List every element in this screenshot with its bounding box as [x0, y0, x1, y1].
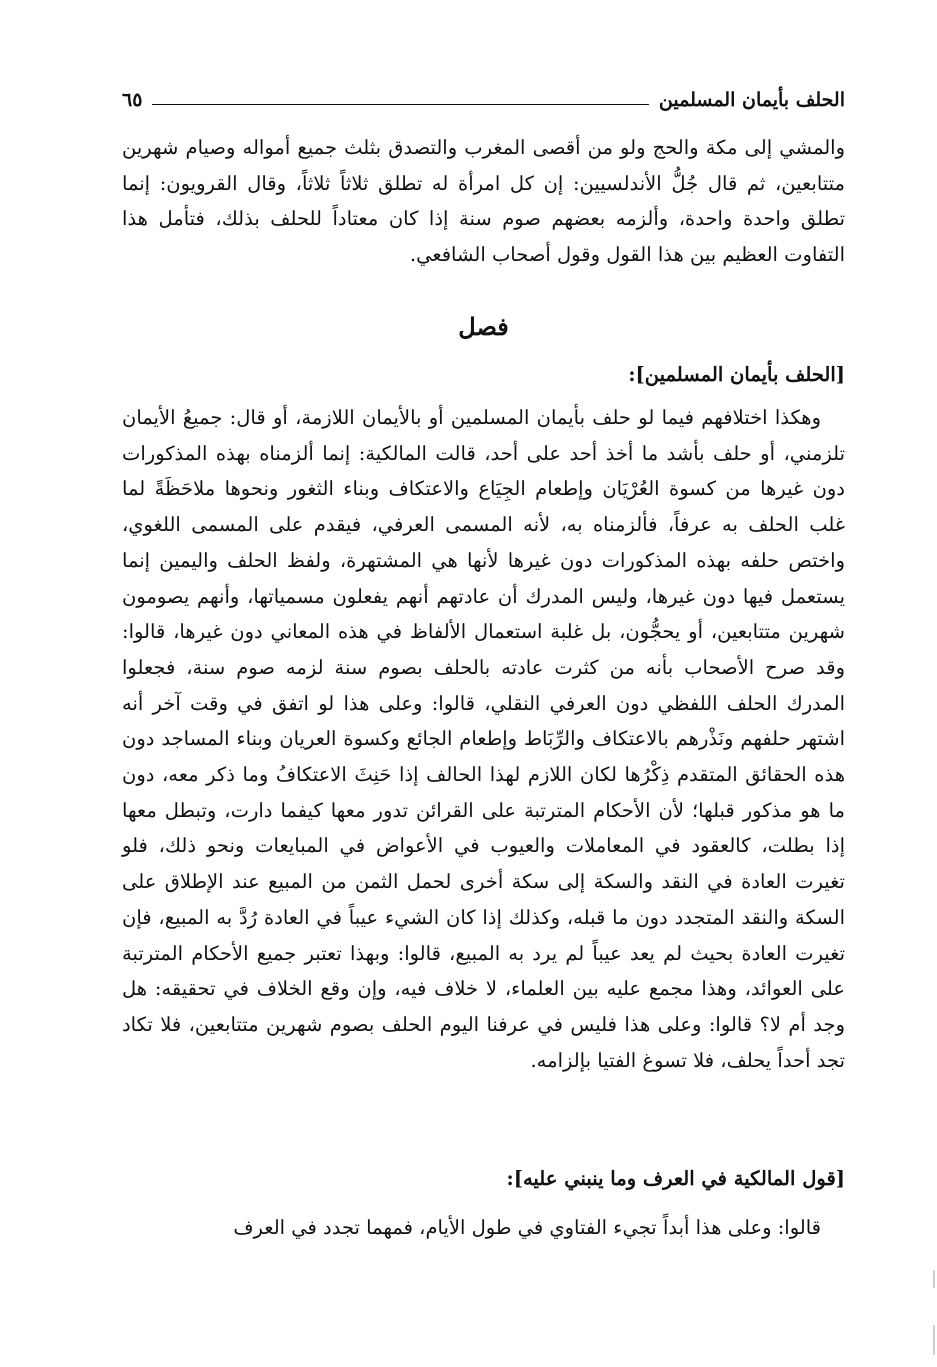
paragraph: قالوا: وعلى هذا أبداً تجيء الفتاوي في طول الأيام، فمهما تجدد في العرف: [233, 1216, 821, 1239]
text-block-main: [122, 400, 845, 1078]
paragraph: وهكذا اختلافهم فيما لو حلف بأيمان المسلمين أو بالأيمان اللازمة، أو قال: جميعُ الأيمان تلزمني، أو حلف بأشد ما أخذ أحد على أحد، قالت المالكية: إنما ألزمناه بهذه المذكورات دون غيرها من كسوة العُرْيَان وإطعام الجِيَاع والاعتكاف وبناء الثغور ونحوها ملاحَظَةً لما غلب الحلف به عرفاً، فألزمناه به، لأنه المسمى العرفي، فيقدم على المسمى اللغوي، واختص حلفه بهذه المذكورات دون غيرها لأنها هي المشتهرة، ولفظ الحلف واليمين إنما يستعمل فيها دون غيرها، وليس المدرك أن عادتهم أنهم يفعلون مسمياتها، وأنهم يصومون شهرين متتابعين، أو يحجُّون، بل غلبة استعمال الألفاظ في هذه المعاني دون غيرها، قالوا: وقد صرح الأصحاب بأنه من كثرت عادته بالحلف بصوم سنة لزمه صوم سنة، فجعلوا المدرك الحلف اللفظي دون العرفي النقلي، قالوا: وعلى هذا لو اتفق في وقت آخر أنه اشتهر حلفهم ونَذْرهم بالاعتكاف والرِّبَاط وإطعام الجائع وكسوة العريان وبناء المساجد دون هذه الحقائق المتقدم ذِكْرُها لكان اللازم لهذا الحالف إذا حَنِثَ الاعتكافُ وما ذكر معه، دون ما هو مذكور قبلها؛ لأن الأحكام المترتبة على القرائن تدور معها كيفما دارت، وتبطل معها إذا بطلت، كالعقود في المعاملات والعيوب في الأعواض في المبايعات ونحو ذلك، فلو تغيرت العادة في النقد والسكة إلى سكة أخرى لحمل الثمن من المبيع عند الإطلاق على السكة والنقد المتجدد دون ما قبله، وكذلك إذا كان الشيء عيباً في العادة رُدَّ به المبيع، فإن تغيرت العادة بحيث لم يعد عيباً لم يرد به المبيع، قالوا: وبهذا تعتبر جميع الأحكام المترتبة على العوائد، وهذا مجمع عليه بين العلماء، لا خلاف فيه، وإن وقع الخلاف في تحقيقه: هل وجد أم لا؟ قالوا: وعلى هذا فليس في عرفنا اليوم الحلف بصوم شهرين متتابعين، فلا تكاد تجد أحداً يحلف، فلا تسوغ الفتيا بإلزامه.: [122, 406, 845, 1072]
text-block-bottom: [122, 1210, 845, 1246]
scan-edge-mark: [933, 1270, 935, 1288]
paragraph: والمشي إلى مكة والحج ولو من أقصى المغرب والتصدق بثلث جميع أمواله وصيام شهرين متتابعين، ثم قال جُلُّ الأندلسيين: إن كل امرأة له تطلق ثلاثاً ثلاثاً، وقال القرويون: إنما تطلق واحدة واحدة، وألزمه بعضهم صوم سنة إذا كان معتاداً للحلف بذلك، فتأمل هذا التفاوت العظيم بين هذا القول وقول أصحاب الشافعي.: [122, 136, 845, 266]
subheading: [قول المالكية في العرف وما ينبني عليه]:: [506, 1167, 845, 1190]
page-number: ٦٥: [122, 89, 143, 111]
text-block-top: [122, 130, 845, 272]
header-rule: [152, 104, 648, 105]
running-title: الحلف بأيمان المسلمين: [658, 89, 845, 111]
section-title: فصل: [458, 312, 509, 341]
scan-edge-mark: [933, 1325, 935, 1355]
page-header: [122, 82, 845, 118]
subheading: [الحلف بأيمان المسلمين]:: [628, 363, 845, 386]
